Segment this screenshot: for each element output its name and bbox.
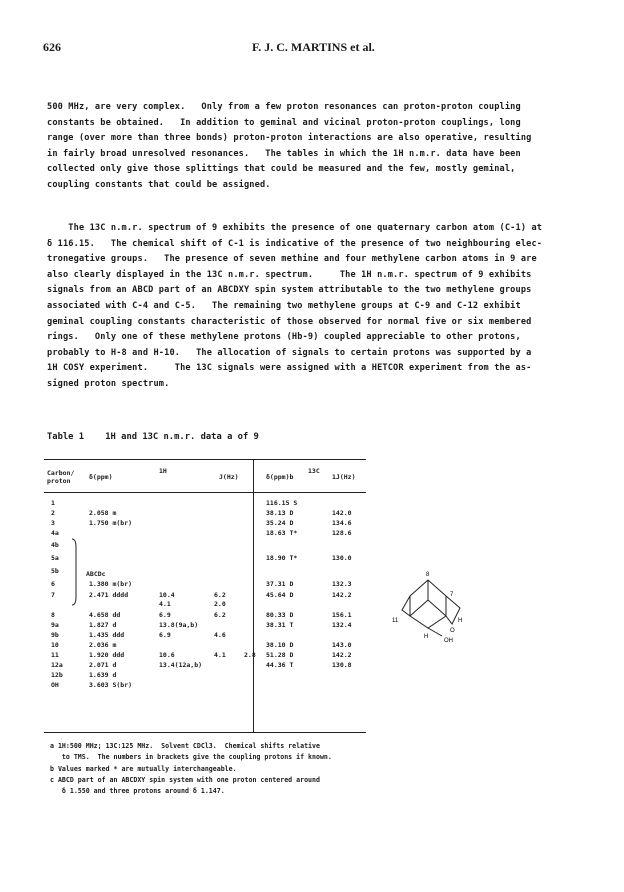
text-line: tronegative groups. The presence of seven methine and four methylene carbon atoms in 9 are xyxy=(47,254,537,265)
nmr-table xyxy=(44,459,366,733)
table-caption: Table 1 1H and 13C n.m.r. data a of 9 xyxy=(47,432,259,442)
col-header-13c: 13C xyxy=(308,467,320,475)
table-cell-cd: 44.36 T xyxy=(266,661,294,669)
text-line: in fairly broad unresolved resonances. The tables in which the 1H n.m.r. data have been xyxy=(47,148,521,159)
abcd-label: ABCDc xyxy=(86,570,106,578)
table-cell-j1: 4.1 xyxy=(159,600,171,608)
structure-label-h: H xyxy=(458,618,463,624)
table-cell-d: 1.827 d xyxy=(89,621,117,629)
table-cell-c: 9a xyxy=(51,621,59,629)
table-cell-cj: 142.2 xyxy=(332,591,352,599)
table-cell-cd: 45.64 D xyxy=(266,591,294,599)
table-cell-d: 4.658 dd xyxy=(89,611,121,619)
table-cell-cd: 80.33 D xyxy=(266,611,294,619)
text-line: rings. Only one of these methylene protons (Hb-9) coupled appreciable to other protons, xyxy=(47,332,521,343)
table-cell-j1: 13.8(9a,b) xyxy=(159,621,199,629)
table-cell-j1: 10.6 xyxy=(159,651,175,659)
table-cell-cd: 38.10 D xyxy=(266,641,294,649)
table-cell-d: 2.058 m xyxy=(89,509,117,517)
table-cell-cd: 116.15 S xyxy=(266,499,298,507)
table-cell-d: 1.380 m(br) xyxy=(89,580,133,588)
table-cell-j1: 10.4 xyxy=(159,591,175,599)
table-cell-j2: 4.1 xyxy=(214,651,226,659)
paragraph-2 xyxy=(47,221,587,393)
structure-label-oh: OH xyxy=(444,638,453,644)
table-cell-j2: 6.2 xyxy=(214,611,226,619)
table-cell-c: 4b xyxy=(51,541,59,549)
text-line: collected only give those splittings that could be measured and the few, mostly geminal, xyxy=(47,164,516,175)
text-line: also clearly displayed in the 13C n.m.r. spectrum. The 1H n.m.r. spectrum of 9 exhibits xyxy=(47,269,532,280)
structure-label-h2: H xyxy=(424,634,429,640)
table-cell-c: 12a xyxy=(51,661,63,669)
text-line: δ 116.15. The chemical shift of C-1 is indicative of the presence of two neighbouring elec- xyxy=(47,238,543,249)
text-line: signed proton spectrum. xyxy=(47,378,170,389)
table-cell-c: 3 xyxy=(51,519,55,527)
table-cell-cj: 142.0 xyxy=(332,509,352,517)
table-cell-j2: 6.2 xyxy=(214,591,226,599)
table-cell-c: 7 xyxy=(51,591,55,599)
table-cell-cj: 142.2 xyxy=(332,651,352,659)
text-line: signals from an ABCD part of an ABCDXY spin system attributable to the two methylene groups xyxy=(47,285,532,296)
abcd-bracket xyxy=(69,537,79,607)
table-cell-c: 8 xyxy=(51,611,55,619)
footnote: to TMS. The numbers in brackets give the coupling protons if known. xyxy=(50,753,332,761)
table-cell-c: 5a xyxy=(51,554,59,562)
text-line: The 13C n.m.r. spectrum of 9 exhibits the presence of one quaternary carbon atom (C-1) at xyxy=(47,223,543,233)
structure-label-7: 7 xyxy=(450,592,454,598)
page-number: 626 xyxy=(43,40,61,54)
table-cell-cj: 134.6 xyxy=(332,519,352,527)
table-cell-c: 2 xyxy=(51,509,55,517)
table-cell-d: 2.071 d xyxy=(89,661,117,669)
col-header-delta-ppm-b: δ(ppm)b xyxy=(266,473,294,481)
col-header-j-hz: J(Hz) xyxy=(219,473,239,481)
table-cell-c: 6 xyxy=(51,580,55,588)
table-cell-c: 4a xyxy=(51,529,59,537)
table-cell-j1: 6.9 xyxy=(159,611,171,619)
table-cell-c: 11 xyxy=(51,651,59,659)
table-cell-d: 3.603 S(br) xyxy=(89,681,133,689)
text-line: range (over more than three bonds) proton-proton interactions are also operative, resulting xyxy=(47,133,532,144)
table-cell-cd: 38.13 D xyxy=(266,509,294,517)
structure-label-8: 8 xyxy=(426,572,430,578)
structure-label-o: O xyxy=(450,628,455,634)
table-cell-j3: 2.8 xyxy=(244,651,256,659)
footnote: a 1H:500 MHz; 13C:125 MHz. Solvent CDCl3. Chemical shifts relative xyxy=(50,742,320,750)
footnote: b Values marked * are mutually interchangeable. xyxy=(50,765,237,773)
footnote: c ABCD part of an ABCDXY spin system with one proton centered around xyxy=(50,776,320,784)
table-cell-cj: 130.8 xyxy=(332,661,352,669)
table-cell-d: 1.920 ddd xyxy=(89,651,125,659)
table-cell-cd: 18.90 T* xyxy=(266,554,298,562)
table-cell-c: 9b xyxy=(51,631,59,639)
table-cell-cd: 37.31 D xyxy=(266,580,294,588)
table-cell-d: 1.750 m(br) xyxy=(89,519,133,527)
col-header-carbon-proton: Carbon/ proton xyxy=(47,469,75,485)
table-cell-j2: 2.0 xyxy=(214,600,226,608)
running-head: F. J. C. MARTINS et al. xyxy=(252,40,375,54)
table-cell-c: OH xyxy=(51,681,59,689)
table-cell-c: 10 xyxy=(51,641,59,649)
col-header-1h: 1H xyxy=(159,467,167,475)
text-line: geminal coupling constants characteristic of those observed for normal five or six membered xyxy=(47,316,532,327)
structure-label-11: 11 xyxy=(392,618,399,624)
table-cell-cj: 156.1 xyxy=(332,611,352,619)
footnote: δ 1.550 and three protons around δ 1.147. xyxy=(50,787,225,795)
table-cell-d: 1.435 ddd xyxy=(89,631,125,639)
col-header-1j-hz: 1J(Hz) xyxy=(332,473,356,481)
text-line: associated with C-4 and C-5. The remaining two methylene groups at C-9 and C-12 exhibit xyxy=(47,300,521,311)
table-cell-cj: 132.3 xyxy=(332,580,352,588)
table-cell-cj: 132.4 xyxy=(332,621,352,629)
molecular-structure xyxy=(380,566,480,646)
table-cell-cd: 51.28 D xyxy=(266,651,294,659)
table-cell-d: 2.036 m xyxy=(89,641,117,649)
table-cell-d: 2.471 dddd xyxy=(89,591,129,599)
table-cell-cj: 130.0 xyxy=(332,554,352,562)
table-cell-j1: 6.9 xyxy=(159,631,171,639)
text-line: probably to H-8 and H-10. The allocation of signals to certain protons was supported by a xyxy=(47,347,532,358)
table-cell-j2: 4.6 xyxy=(214,631,226,639)
table-cell-c: 5b xyxy=(51,567,59,575)
table-cell-c: 12b xyxy=(51,671,63,679)
table-cell-cj: 128.6 xyxy=(332,529,352,537)
col-header-delta-ppm: δ(ppm) xyxy=(89,473,113,481)
text-line: constants be obtained. In addition to geminal and vicinal proton-proton couplings, long xyxy=(47,117,521,128)
text-line: 1H COSY experiment. The 13C signals were assigned with a HETCOR experiment from the as- xyxy=(47,363,532,374)
paragraph-1 xyxy=(47,100,587,194)
table-cell-cd: 35.24 D xyxy=(266,519,294,527)
table-cell-d: 1.639 d xyxy=(89,671,117,679)
table-cell-j1: 13.4(12a,b) xyxy=(159,661,203,669)
text-line: 500 MHz, are very complex. Only from a few proton resonances can proton-proton coupling xyxy=(47,102,521,112)
table-cell-cd: 18.63 T* xyxy=(266,529,298,537)
text-line: coupling constants that could be assigned. xyxy=(47,179,271,190)
table-cell-c: 1 xyxy=(51,499,55,507)
table-cell-cj: 143.0 xyxy=(332,641,352,649)
table-cell-cd: 38.31 T xyxy=(266,621,294,629)
